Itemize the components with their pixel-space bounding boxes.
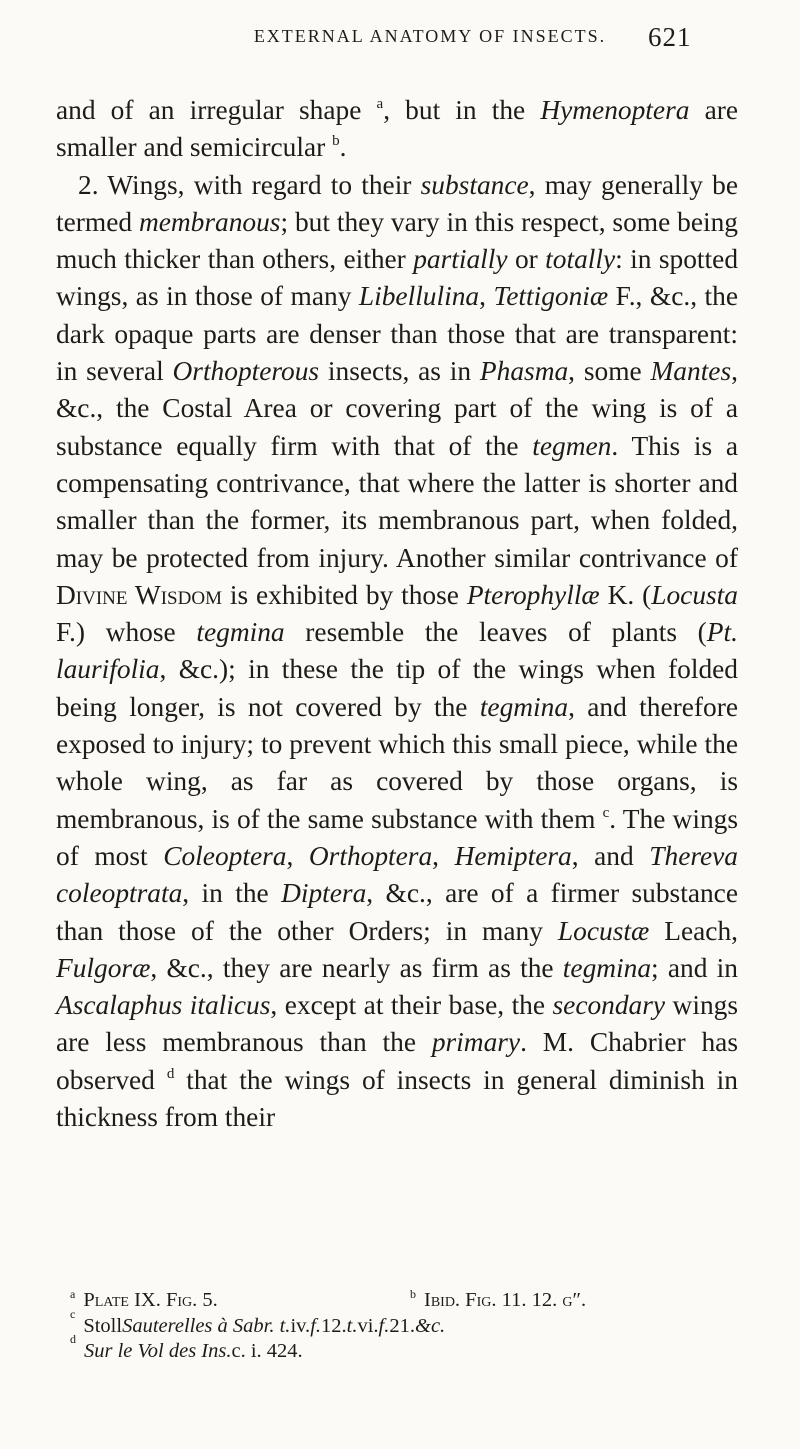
taxon: Hemiptera xyxy=(454,840,572,871)
footnote-text: vi. xyxy=(357,1314,379,1337)
footnote-text: 12. xyxy=(321,1314,347,1337)
text-run: or xyxy=(507,244,546,275)
taxon: Mantes xyxy=(650,356,732,387)
footnote-text: iv. xyxy=(290,1314,311,1337)
emphasis: tegmen xyxy=(532,430,612,461)
taxon: Thereva coleoptrata xyxy=(56,840,739,909)
text-run: . The wings of most xyxy=(56,803,738,871)
footnote-mark-a: a xyxy=(376,96,384,112)
taxon: Orthoptera xyxy=(308,840,433,871)
footnote-text: Sauterelles à Sabr. t. xyxy=(122,1314,291,1337)
footnote-marker: c xyxy=(70,1306,76,1321)
footnote-c xyxy=(70,1306,750,1340)
taxon: Libellulina xyxy=(358,281,480,312)
text-run: F.) whose xyxy=(56,617,197,648)
emphasis: partially xyxy=(413,244,508,275)
footnote-text: 21. xyxy=(389,1314,415,1337)
emphasis: tegmina xyxy=(196,617,285,648)
taxon: Pt. laurifolia xyxy=(56,617,738,685)
paragraph-continued xyxy=(56,92,738,167)
footnote-text: f. xyxy=(378,1314,390,1337)
body-text xyxy=(56,92,738,1136)
footnote-text: f. xyxy=(310,1314,322,1337)
text-run: ; and in xyxy=(651,952,738,983)
text-run: wings are less membranous than the xyxy=(56,990,738,1058)
text-run: K. ( xyxy=(599,579,652,610)
footnote-marker: a xyxy=(70,1287,76,1301)
footnote-d xyxy=(70,1332,750,1365)
text-run: , xyxy=(432,840,455,871)
text-run: ; but they vary in this respect, some being much thicker than others, either xyxy=(56,206,738,275)
footnote-mark-d: d xyxy=(166,1065,175,1082)
footnote-text: &c. xyxy=(415,1314,446,1337)
text-run: are smaller and semicircular xyxy=(56,95,739,163)
page-number: 621 xyxy=(648,22,692,52)
text-run: , and xyxy=(571,840,650,871)
emphasis: substance xyxy=(420,169,529,200)
text-run: insects, as in xyxy=(319,356,480,387)
taxon: Locusta xyxy=(651,579,738,610)
footnote-row xyxy=(70,1288,750,1314)
text-run: . M. Chabrier has observed xyxy=(56,1027,738,1095)
taxon: Tettigoniæ xyxy=(493,281,609,312)
text-run: , some xyxy=(568,356,651,387)
text-run: , &c.); in these the tip of the wings when folded being longer, is not covered by the xyxy=(56,654,738,722)
taxon: Phasma xyxy=(479,356,569,387)
text-run: . This is a compensating contrivance, that where the latter is shorter and smaller than the former, its membranous part, when folded, may be protected from injury. Another similar contrivance of xyxy=(56,430,738,573)
paragraph-wings xyxy=(56,167,738,1137)
text-run: , xyxy=(286,840,309,871)
taxon: Hymenoptera xyxy=(540,95,690,125)
text-run: F., &c., the dark opaque parts are denser than those that are transparent: in several xyxy=(56,281,739,387)
footnote-a xyxy=(70,1288,218,1314)
footnotes xyxy=(70,1288,750,1365)
text-run: , &c., are of a firmer substance than those of the other Orders; in many xyxy=(56,878,738,946)
taxon: Pterophyllæ xyxy=(466,579,600,610)
footnote-b xyxy=(410,1288,586,1314)
text-run: that the wings of insects in general diminish in thickness from their xyxy=(56,1064,738,1133)
footnote-text: Sur le Vol des Ins. xyxy=(84,1340,232,1362)
footnote-text: c. i. 424. xyxy=(231,1340,303,1362)
small-caps-phrase: Divine Wisdom xyxy=(56,579,222,610)
text-run: , &c., they are nearly as firm as the xyxy=(150,952,563,983)
text-run: , &c., the Costal Area or covering part of the wing is of a substance equally firm with that of the xyxy=(56,356,738,461)
emphasis: membranous xyxy=(138,206,281,237)
footnote-marker: d xyxy=(70,1332,76,1346)
footnote-mark-b: b xyxy=(332,133,340,150)
emphasis: totally xyxy=(545,244,616,275)
taxon: Orthopterous xyxy=(172,356,320,387)
footnote-text: t. xyxy=(346,1314,358,1337)
footnote-text: Plate IX. Fig. 5. xyxy=(83,1289,218,1311)
text-run: : in spotted wings, as in those of many xyxy=(56,244,739,312)
taxon: Locustæ xyxy=(557,915,650,946)
taxon: Ascalaphus italicus xyxy=(56,990,271,1021)
footnote-text: Ibid. Fig. 11. 12. g″. xyxy=(424,1289,587,1311)
text-run: resemble the leaves of plants ( xyxy=(284,617,707,648)
text-run: , xyxy=(479,281,494,312)
emphasis: primary xyxy=(431,1027,521,1058)
emphasis: tegmina xyxy=(562,952,652,983)
emphasis: secondary xyxy=(552,990,666,1021)
footnote-text: Stoll xyxy=(83,1314,123,1337)
running-title: EXTERNAL ANATOMY OF INSECTS. xyxy=(253,26,607,46)
text-run: 2. Wings, with regard to their xyxy=(78,169,421,200)
text-run: , may generally be termed xyxy=(56,169,738,237)
text-run: , except at their base, the xyxy=(270,990,553,1021)
text-run: Leach, xyxy=(649,915,739,946)
text-run: , in the xyxy=(182,878,282,909)
text-run: and of an irregular shape xyxy=(56,95,362,125)
footnote-marker: b xyxy=(410,1287,416,1301)
taxon: Diptera xyxy=(281,878,367,909)
text-run: is exhibited by those xyxy=(221,579,467,610)
taxon: Fulgoræ xyxy=(56,952,151,983)
text-run: , but in the xyxy=(383,95,541,125)
footnote-mark-c: c xyxy=(602,804,610,821)
emphasis: tegmina xyxy=(479,691,569,722)
text-run: . xyxy=(339,132,347,163)
text-run: , and therefore exposed to injury; to prevent which this small piece, while the whole wing, as far as covered by those organs, is membranous, is of the same substance with them xyxy=(56,691,738,834)
taxon: Coleoptera xyxy=(163,840,287,871)
